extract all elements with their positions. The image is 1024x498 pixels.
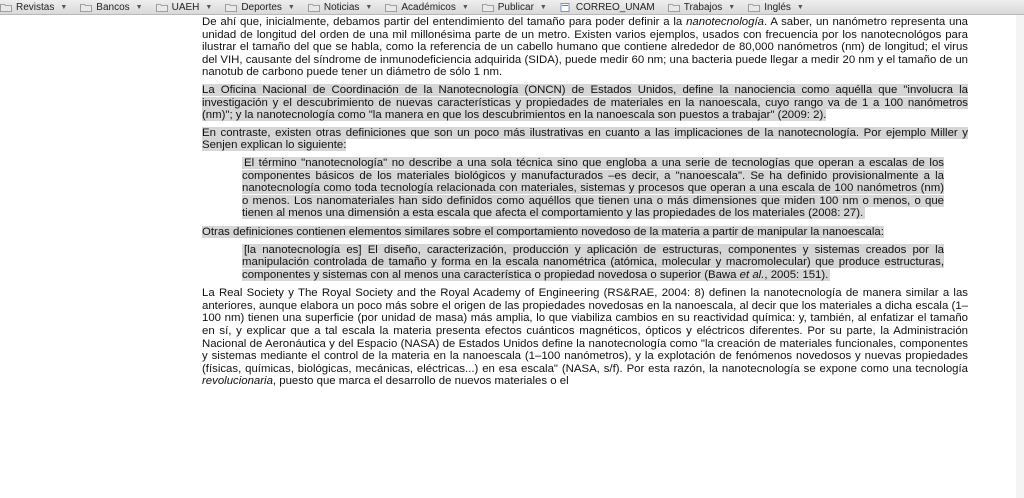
bookmark-trabajos[interactable] xyxy=(668,2,735,13)
block-quote-1: El término "nanotecnología" no describe a una sola técnica sino que engloba a una serie de tecnologías que operan a escalas de los componentes básicos de los materiales biológicos y manufacturados –es decir, a "nanoescala". Se ha definido provisionalmente a la nanotecnología como toda tecnología relacionada con materiales, sistemas y procesos que operan a una escala de 100 nanómetros (nm) o menos. Los nanomateriales han sido definidos como aquéllos que tienen una o más dimensiones que miden 100 nm o menos, o que tienen al menos una dimensión a esta escala que afecta el comportamiento y las propiedades de los materiales (2008: 27). xyxy=(242,156,944,220)
bookmark-uaeh[interactable] xyxy=(156,2,213,13)
chevron-down-icon: ▼ xyxy=(205,3,213,11)
chevron-down-icon: ▼ xyxy=(287,3,295,11)
bookmark-ingl-s[interactable] xyxy=(748,2,804,13)
chevron-down-icon: ▼ xyxy=(728,3,736,11)
highlighted-text: En contraste, existen otras definiciones que son un poco más ilustrativas en cuanto a las implicaciones de la nanotecnología. Por ejemplo Miller y Senjen explican lo siguiente: xyxy=(202,126,968,152)
bookmark-label: Publicar xyxy=(497,1,534,13)
bookmark-acad-micos[interactable] xyxy=(385,2,468,13)
chevron-down-icon: ▼ xyxy=(60,3,68,11)
folder-icon xyxy=(308,3,320,12)
bookmark-noticias[interactable] xyxy=(308,2,373,13)
bookmark-label: Deportes xyxy=(241,1,282,13)
bookmark-deportes[interactable] xyxy=(225,2,295,13)
document-body xyxy=(200,16,970,393)
chevron-down-icon: ▼ xyxy=(539,3,547,11)
bookmark-label: UAEH xyxy=(171,1,200,13)
highlighted-text: La Oficina Nacional de Coordinación de la Nanotecnología (ONCN) de Estados Unidos, define la nanociencia como aquélla que "involucra la investigación y el descubrimiento de nuevas características y propiedades de materiales en la nanoescala, cuyo rango va de 1 a 100 nanómetros (nm)"; y la nanotecnología como "la manera en que los descubrimientos en la nanoescala son puestos a trabajar" (2009: 2). xyxy=(202,83,968,122)
page-icon xyxy=(560,3,572,12)
bookmark-label: Inglés xyxy=(764,1,791,13)
highlighted-text: Otras definiciones contienen elementos similares sobre el comportamiento novedoso de la materia a partir de manipular la nanoescala: xyxy=(202,225,884,238)
paragraph-2 xyxy=(200,84,970,122)
bookmark-label: Revistas xyxy=(16,1,55,13)
bookmark-label: Académicos xyxy=(401,1,456,13)
folder-icon xyxy=(80,3,92,12)
folder-icon xyxy=(156,3,168,12)
bookmark-publicar[interactable] xyxy=(482,2,547,13)
paragraph-3 xyxy=(200,127,970,152)
paragraph-4 xyxy=(200,226,970,239)
bookmark-label: Bancos xyxy=(96,1,130,13)
folder-icon xyxy=(668,3,680,12)
bookmark-revistas[interactable] xyxy=(0,2,67,13)
bookmark-label: Noticias xyxy=(323,1,360,13)
chevron-down-icon: ▼ xyxy=(365,3,373,11)
chevron-down-icon: ▼ xyxy=(461,3,469,11)
chevron-down-icon: ▼ xyxy=(796,3,804,11)
chevron-down-icon: ▼ xyxy=(135,3,143,11)
folder-icon xyxy=(0,3,12,12)
bookmark-label: CORREO_UNAM xyxy=(575,1,655,13)
block-quote-2: [la nanotecnología es] El diseño, caracterización, producción y aplicación de estructuras, componentes y sistemas creados por la manipulación controlada de tamaño y forma en la escala nanométrica (atómica, molecular y macromolecular) que produce estructuras, componentes y sistemas con al menos una característica o propiedad novedosa o superior (Bawa et al., 2005: 151). xyxy=(242,243,944,281)
folder-icon xyxy=(385,3,397,12)
bookmark-label: Trabajos xyxy=(683,1,723,13)
scrollbar-track[interactable] xyxy=(1016,15,1024,498)
folder-icon xyxy=(482,3,494,12)
bookmark-correo-unam[interactable] xyxy=(560,2,655,13)
bookmark-bancos[interactable] xyxy=(80,2,142,13)
folder-icon xyxy=(225,3,237,12)
folder-icon xyxy=(748,3,760,12)
bookmarks-bar xyxy=(0,0,1024,15)
paragraph-1: De ahí que, inicialmente, debamos partir del entendimiento del tamaño para poder definir a la nanotecnología. A saber, un nanómetro representa una unidad de longitud del orden de una mil millonésima parte de un metro. Existen varios ejemplos, usados con frecuencia por los nanotecnológos para ilustrar el tamaño del que se habla, como la referencia de un cabello humano que contiene alrededor de 80,000 nanómetros (nm) de longitud; el virus del VIH, causante del síndrome de inmunodeficiencia adquirida (SIDA), puede medir 60 nm; una bacteria puede llegar a medir 20 nm y el tamaño de un nanotub de carbono puede tener un diámetro de sólo 1 nm. xyxy=(202,16,968,79)
paragraph-5: La Real Society y The Royal Society and the Royal Academy of Engineering (RS&RAE, 2004: 8) definen la nanotecnología de manera similar a las anteriores, aunque elabora un poco más sobre el origen de las propiedades novedosas en la nanoescala, al decir que los materiales a dicha escala (1–100 nm) tienen una superficie (por unidad de masa) más amplia, lo que viabiliza cambios en su reactividad química: y, también, al enfatizar el tamaño en sí, y explicar que a tal escala la materia presenta efectos cuánticos magnéticos, ópticos y eléctricos diferentes. Por su parte, la Administración Nacional de Aeronáutica y del Espacio (NASA) de Estados Unidos define la nanotecnología como "la creación de materiales funcionales, componentes y sistemas mediante el control de la materia en la nanoescala (1–100 nanómetros), y la explotación de fenómenos novedosos y nuevas propiedades (físicas, químicas, biológicas, mecánicas, eléctricas...) en esa escala" (NASA, s/f). Por esta razón, la nanotecnología se expone como una tecnología revolucionaria, puesto que marca el desarrollo de nuevos materiales o el xyxy=(202,287,968,388)
